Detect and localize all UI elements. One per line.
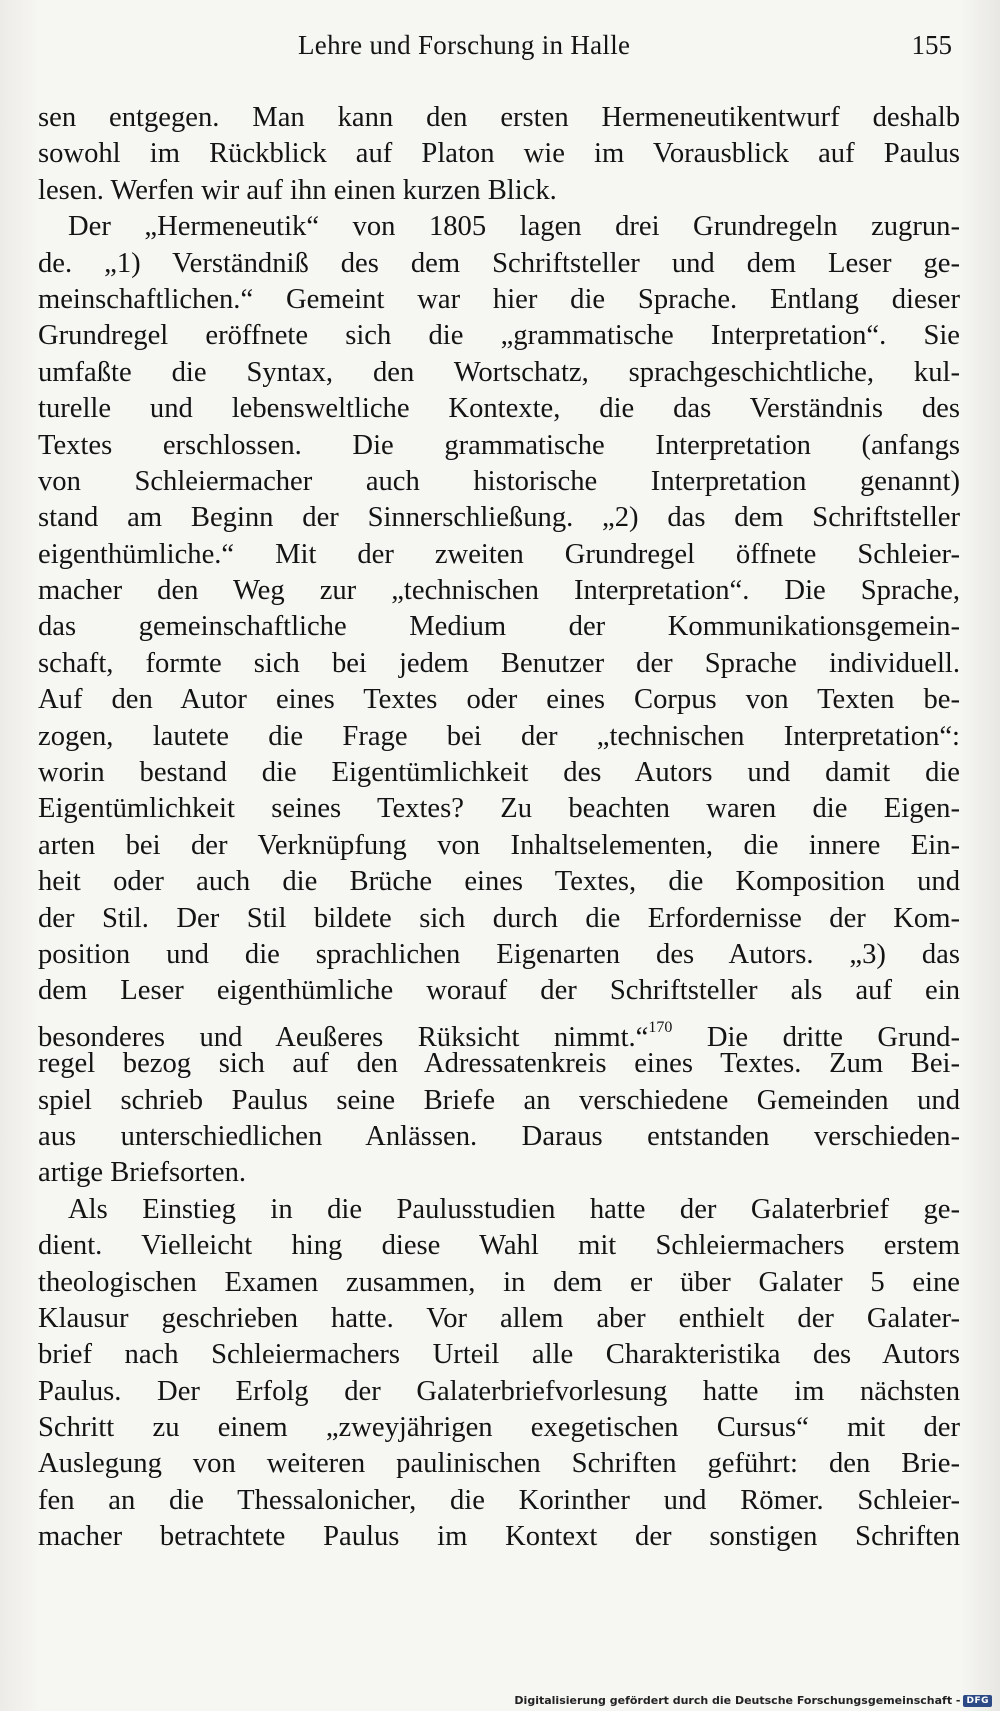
text-line: Auslegung von weiteren paulinischen Schriften geführt: den Brie- <box>38 1448 960 1480</box>
text-line: macher betrachtete Paulus im Kontext der sonstigen Schriften <box>38 1521 960 1553</box>
text-line: turelle und lebensweltliche Kontexte, die das Verständnis des <box>38 393 960 425</box>
text-line: arten bei der Verknüpfung von Inhaltselementen, die innere Ein- <box>38 829 960 861</box>
text-line: von Schleiermacher auch historische Interpretation genannt) <box>38 465 960 497</box>
text-line: Grundregel eröffnete sich die „grammatische Interpretation“. Sie <box>38 320 960 352</box>
text-line: fen an die Thessalonicher, die Korinther und Römer. Schleier- <box>38 1484 960 1516</box>
text-line: spiel schrieb Paulus seine Briefe an verschiedene Gemeinden und <box>38 1084 960 1116</box>
text-line: Paulus. Der Erfolg der Galaterbriefvorlesung hatte im nächsten <box>38 1375 960 1407</box>
digitization-credit <box>514 1694 992 1707</box>
text-line: Der „Hermeneutik“ von 1805 lagen drei Grundregeln zugrun- <box>68 211 960 243</box>
text-line: macher den Weg zur „technischen Interpretation“. Die Sprache, <box>38 575 960 607</box>
text-line: position und die sprachlichen Eigenarten des Autors. „3) das <box>38 938 960 970</box>
text-line: de. „1) Verständniß des dem Schriftsteller und dem Leser ge- <box>38 247 960 279</box>
text-line: regel bezog sich auf den Adressatenkreis eines Textes. Zum Bei- <box>38 1048 960 1080</box>
text-line: stand am Beginn der Sinnerschließung. „2) das dem Schriftsteller <box>38 502 960 534</box>
text-line: meinschaftlichen.“ Gemeint war hier die Sprache. Entlang dieser <box>38 283 960 315</box>
text-line: dem Leser eigenthümliche worauf der Schriftsteller als auf ein <box>38 975 960 1007</box>
text-line-with-note <box>38 1010 960 1053</box>
text-line: der Stil. Der Stil bildete sich durch die Erfordernisse der Kom- <box>38 902 960 934</box>
text-line: Als Einstieg in die Paulusstudien hatte der Galaterbrief ge- <box>68 1193 960 1225</box>
text-line: dient. Vielleicht hing diese Wahl mit Schleiermachers erstem <box>38 1230 960 1262</box>
text-line: Auf den Autor eines Textes oder eines Corpus von Texten be- <box>38 684 960 716</box>
page-number: 155 <box>911 30 952 60</box>
text-line: worin bestand die Eigentümlichkeit des Autors und damit die <box>38 757 960 789</box>
running-title: Lehre und Forschung in Halle <box>298 30 631 60</box>
footnote-reference: 170 <box>648 1018 673 1036</box>
body-text <box>38 100 960 1556</box>
text-line: eigenthümliche.“ Mit der zweiten Grundregel öffnete Schleier- <box>38 538 960 570</box>
page-header <box>40 30 952 70</box>
text-line: artige Briefsorten. <box>38 1157 247 1189</box>
text-line: umfaßte die Syntax, den Wortschatz, sprachgeschichtliche, kul- <box>38 356 960 388</box>
text-line: schaft, formte sich bei jedem Benutzer der Sprache individuell. <box>38 647 960 679</box>
text-line: sen entgegen. Man kann den ersten Hermeneutikentwurf deshalb <box>38 102 960 133</box>
text-line: lesen. Werfen wir auf ihn einen kurzen Blick. <box>38 174 557 206</box>
dfg-logo: DFG <box>963 1695 992 1707</box>
text-line: theologischen Examen zusammen, in dem er über Galater 5 eine <box>38 1266 960 1298</box>
text-line: das gemeinschaftliche Medium der Kommunikationsgemein- <box>38 611 960 643</box>
text-line: Schritt zu einem „zweyjährigen exegetischen Cursus“ mit der <box>38 1412 960 1444</box>
text-segment: Die dritte Grund- <box>672 1021 960 1053</box>
credit-text: Digitalisierung gefördert durch die Deutsche Forschungsgemeinschaft - <box>514 1694 961 1707</box>
text-line: Textes erschlossen. Die grammatische Interpretation (anfangs <box>38 429 960 461</box>
text-line: Eigentümlichkeit seines Textes? Zu beachten waren die Eigen- <box>38 793 960 825</box>
text-line: Klausur geschrieben hatte. Vor allem aber enthielt der Galater- <box>38 1302 960 1334</box>
text-line: brief nach Schleiermachers Urteil alle Charakteristika des Autors <box>38 1339 960 1371</box>
text-line: heit oder auch die Brüche eines Textes, die Komposition und <box>38 866 960 898</box>
text-segment: besonderes und Aeußeres Rüksicht nimmt.“ <box>38 1021 649 1053</box>
text-line: zogen, lautete die Frage bei der „technischen Interpretation“: <box>38 720 960 752</box>
text-line: aus unterschiedlichen Anlässen. Daraus entstanden verschieden- <box>38 1120 960 1152</box>
text-line: sowohl im Rückblick auf Platon wie im Vorausblick auf Paulus <box>38 138 960 170</box>
